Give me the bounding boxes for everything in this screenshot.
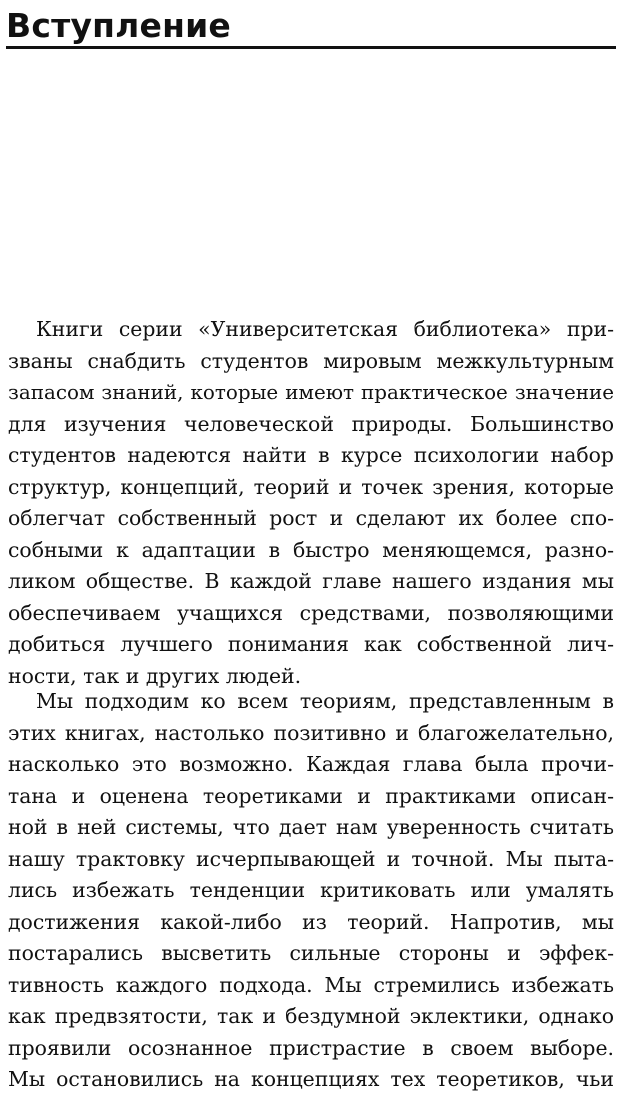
text-line: этих книгах, настолько позитивно и благожелательно, bbox=[8, 720, 614, 745]
text-line: собными к адаптации в быстро меняющемся, разно- bbox=[8, 537, 614, 562]
text-line: Мы подходим ко всем теориям, представленным в bbox=[36, 689, 614, 713]
text-line: ликом обществе. В каждой главе нашего издания мы bbox=[8, 569, 614, 593]
text-line: Книги серии «Университетская библиотека» при- bbox=[36, 317, 614, 341]
text-line: облегчат собственный рост и сделают их более спо- bbox=[8, 506, 614, 530]
text-line: обеспечиваем учащихся средствами, позволяющими bbox=[8, 600, 614, 625]
text-line: тана и оценена теоретиками и практиками описан- bbox=[8, 783, 614, 808]
text-line: ной в ней системы, что дает нам уверенность считать bbox=[8, 815, 614, 839]
text-line: добиться лучшего понимания как собственной лич- bbox=[8, 632, 614, 656]
text-line: насколько это возможно. Каждая глава была прочи- bbox=[8, 752, 614, 776]
text-line: лись избежать тенденции критиковать или умалять bbox=[8, 878, 614, 902]
text-line: званы снабдить студентов мировым межкультурным bbox=[8, 348, 614, 373]
text-line: студентов надеются найти в курсе психологии набор bbox=[8, 443, 614, 467]
paragraph-2 bbox=[8, 686, 614, 1096]
text-line: тивность каждого подхода. Мы стремились избежать bbox=[8, 972, 614, 997]
text-line: как предвзятости, так и бездумной эклектики, однако bbox=[8, 1004, 614, 1028]
text-line: проявили осознанное пристрастие в своем выборе. bbox=[8, 1035, 614, 1060]
paragraph-1 bbox=[8, 314, 614, 692]
title-rule bbox=[6, 46, 616, 49]
text-line: запасом знаний, которые имеют практическое значение bbox=[8, 381, 614, 404]
text-line: нашу трактовку исчерпывающей и точной. Мы пыта- bbox=[8, 846, 614, 871]
text-line: структур, концепций, теорий и точек зрения, которые bbox=[8, 474, 614, 499]
text-line: ности, так и других людей. bbox=[8, 663, 302, 688]
text-line: Мы остановились на концепциях тех теоретиков, чьи bbox=[8, 1067, 614, 1091]
text-line: постарались высветить сильные стороны и эффек- bbox=[8, 941, 614, 965]
text-line: для изучения человеческой природы. Большинство bbox=[8, 411, 614, 436]
page-title: Вступление bbox=[6, 6, 232, 45]
text-line: достижения какой-либо из теорий. Напротив, мы bbox=[8, 909, 614, 934]
